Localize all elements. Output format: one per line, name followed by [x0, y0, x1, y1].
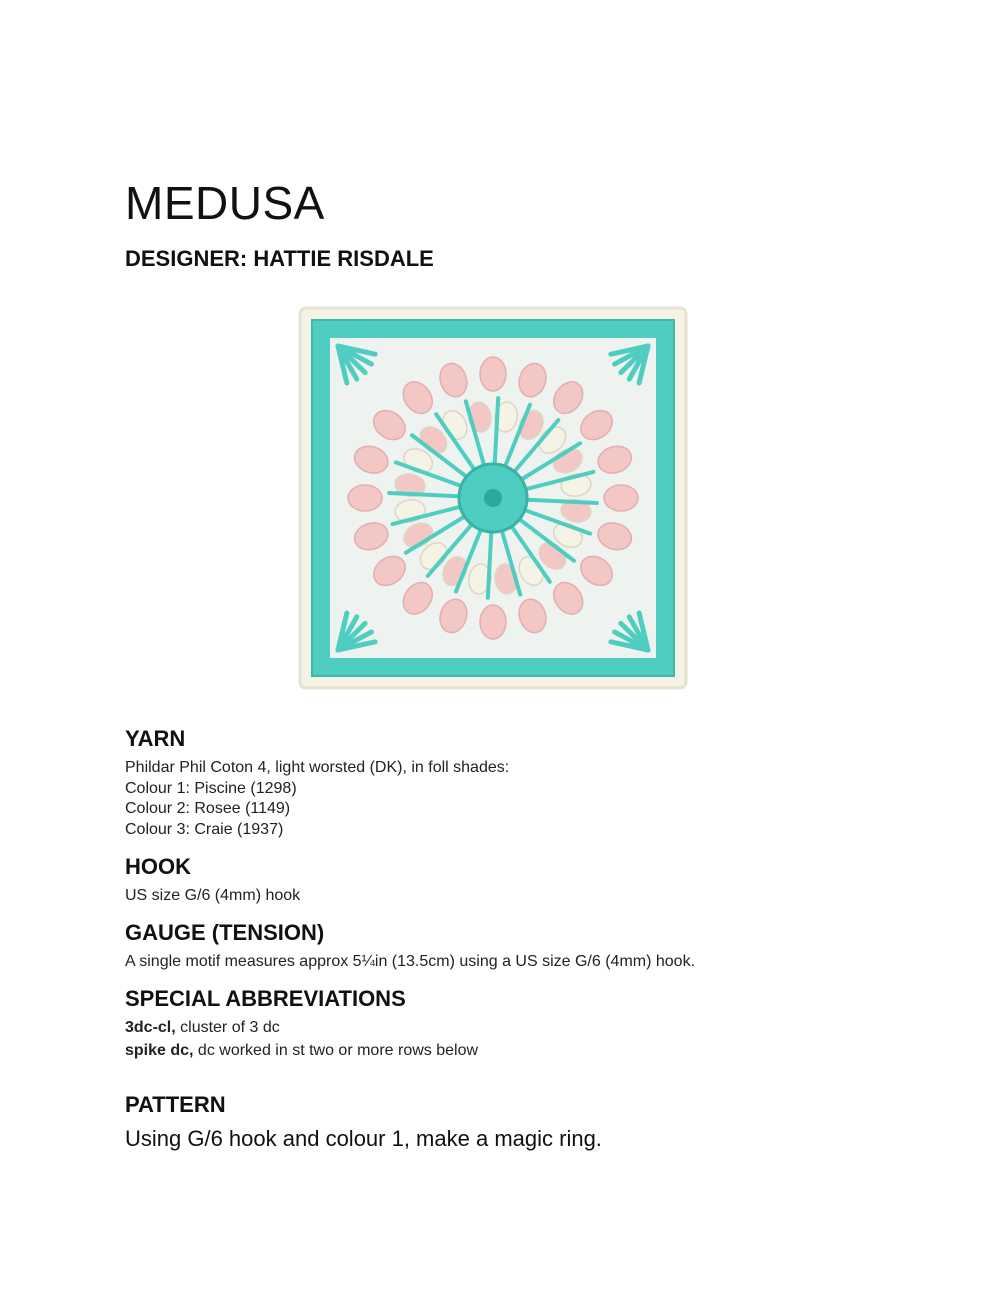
hook-section	[125, 854, 300, 907]
yarn-line: Colour 1: Piscine (1298)	[125, 779, 297, 797]
gauge-heading: GAUGE (TENSION)	[125, 920, 325, 945]
gauge-text: A single motif measures approx 5¼in (13.5cm) using a US size G/6 (4mm) hook.	[125, 953, 696, 970]
abbreviations-heading: SPECIAL ABBREVIATIONS	[125, 986, 406, 1011]
pattern-section	[125, 1092, 602, 1152]
outer-petal	[604, 485, 638, 511]
yarn-section	[125, 726, 509, 840]
hook-heading: HOOK	[125, 854, 191, 879]
yarn-line: Colour 2: Rosee (1149)	[125, 800, 291, 817]
yarn-line: Phildar Phil Coton 4, light worsted (DK), in foll shades:	[125, 759, 510, 776]
abbreviation-item	[125, 1041, 478, 1062]
yarn-heading: YARN	[125, 726, 186, 751]
abbreviation-definition: cluster of 3 dc	[175, 1019, 280, 1036]
motif-photo	[298, 306, 688, 690]
outer-petal	[480, 605, 506, 639]
page-title: MEDUSA	[125, 177, 325, 229]
abbreviation-definition: dc worked in st two or more rows below	[193, 1041, 479, 1059]
gauge-section	[125, 920, 695, 973]
designer-credit: DESIGNER: HATTIE RISDALE	[125, 246, 434, 271]
abbreviation-item	[125, 1018, 478, 1039]
pattern-text: Using G/6 hook and colour 1, make a magic ring.	[125, 1126, 602, 1151]
abbreviation-term: spike dc,	[125, 1041, 194, 1059]
outer-petal	[348, 485, 382, 511]
pattern-heading: PATTERN	[125, 1092, 226, 1117]
yarn-line: Colour 3: Craie (1937)	[125, 820, 284, 838]
hook-text: US size G/6 (4mm) hook	[125, 887, 301, 904]
abbreviations-section	[125, 986, 478, 1061]
outer-petal	[480, 357, 506, 391]
motif-center-ring	[484, 489, 502, 507]
abbreviation-term: 3dc-cl,	[125, 1019, 176, 1036]
